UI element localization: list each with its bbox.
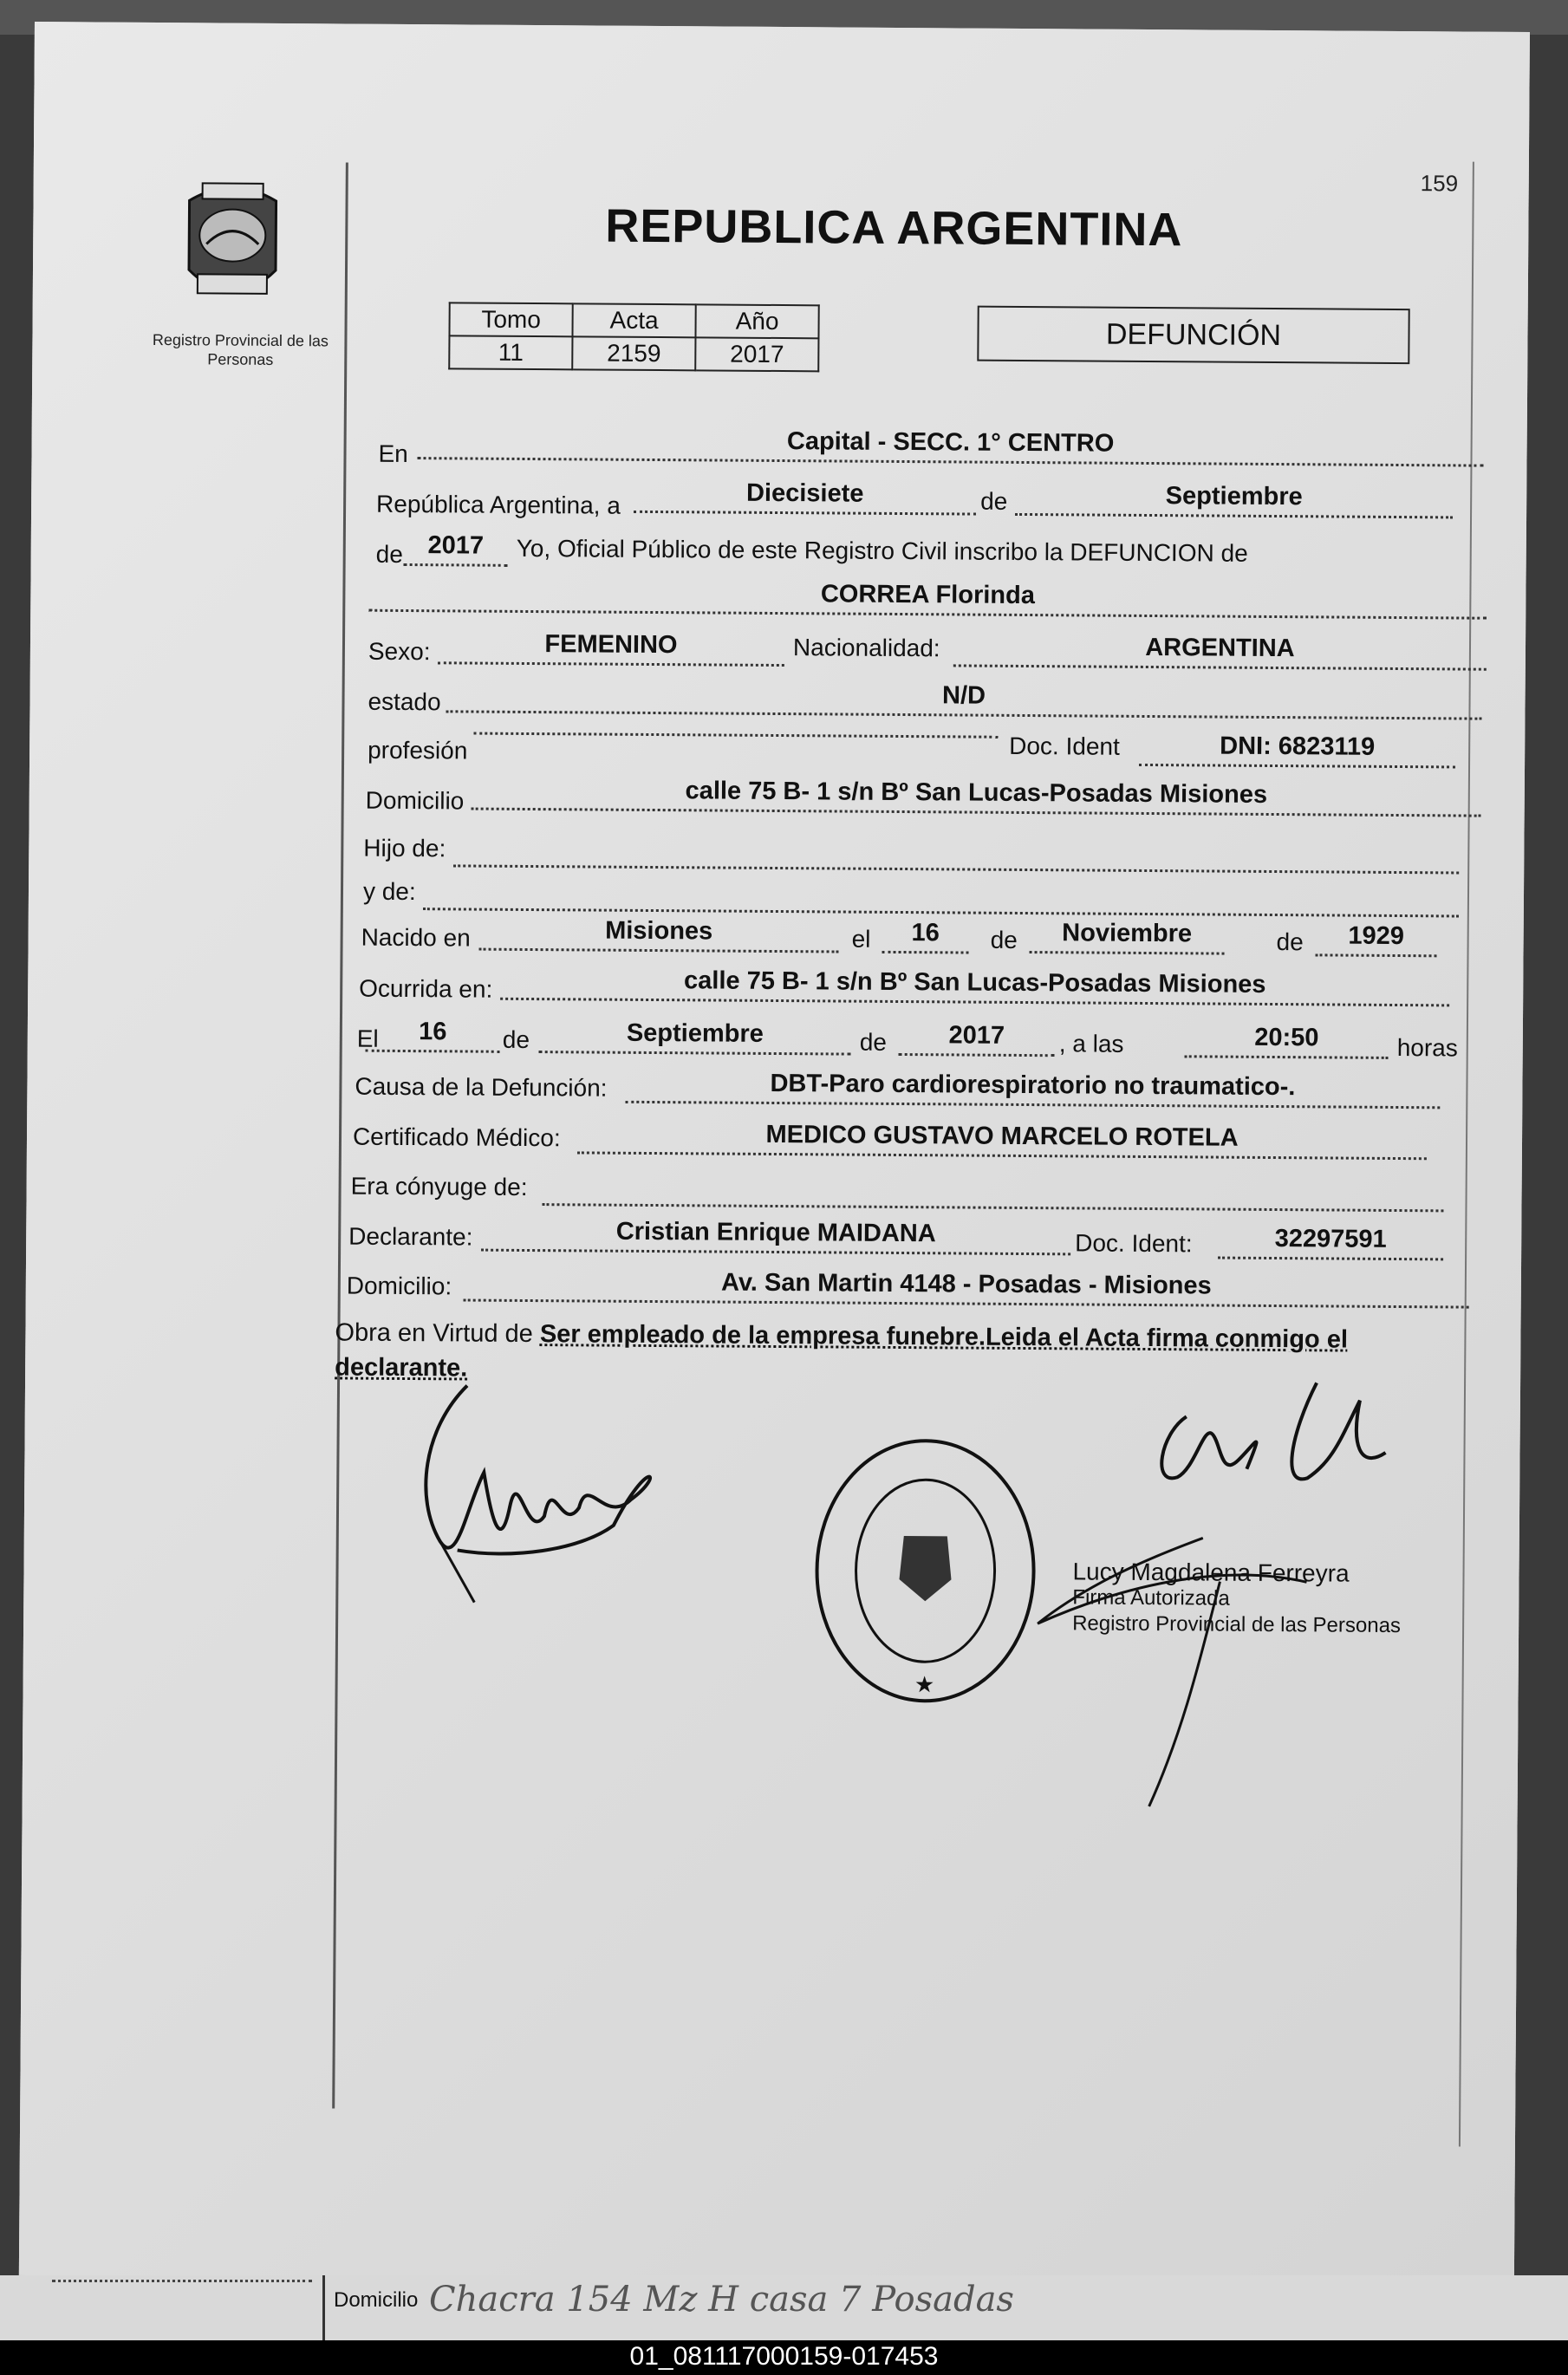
yde-value: [423, 878, 1459, 917]
de-label-1: de: [980, 487, 1008, 515]
day-value: Diecisiete: [634, 478, 976, 516]
certificado-value: MEDICO GUSTAVO MARCELO ROTELA: [577, 1119, 1427, 1160]
nacido-month: Noviembre: [1030, 919, 1225, 955]
official-stamp: [803, 1431, 1047, 1710]
footer-dotted-line: [52, 2280, 312, 2282]
declarant-signature: [405, 1376, 693, 1638]
year-value: 2017: [404, 531, 508, 567]
causa-label: Causa de la Defunción:: [355, 1072, 608, 1102]
svg-text:★: ★: [914, 1672, 935, 1699]
ref-value-ano: 2017: [695, 337, 818, 371]
image-caption: 01_081117000159-017453: [629, 2342, 939, 2371]
death-year: 2017: [899, 1021, 1055, 1057]
ref-value-acta: 2159: [572, 336, 695, 370]
ref-header-tomo: Tomo: [449, 303, 572, 336]
decl-doc-value: 32297591: [1218, 1225, 1443, 1261]
de-label-4: de: [1276, 928, 1304, 956]
El-label: El: [356, 1025, 379, 1052]
nacionalidad-value: ARGENTINA: [953, 632, 1487, 670]
estado-value: N/D: [446, 678, 1481, 719]
reference-header-row: [449, 303, 818, 338]
el-label: el: [851, 925, 871, 953]
ocurrida-value: calle 75 B- 1 s/n Bº San Lucas-Posadas Misiones: [500, 966, 1449, 1007]
reference-table: [448, 302, 820, 372]
death-day: 16: [366, 1018, 500, 1053]
alas-label: , a las: [1058, 1030, 1124, 1057]
hijo-value: [453, 835, 1459, 874]
nacido-place: Misiones: [479, 916, 839, 953]
inscribo-text: Yo, Oficial Público de este Registro Civil inscribo la DEFUNCION de: [516, 534, 1248, 567]
ref-header-ano: Año: [695, 304, 818, 338]
ref-header-acta: Acta: [572, 303, 695, 337]
de-label-6: de: [859, 1028, 888, 1056]
logo-caption: Registro Provincial de las Personas: [152, 330, 329, 368]
de-label-2: de: [375, 540, 403, 568]
en-label: En: [378, 439, 408, 468]
yde-label: y de:: [362, 877, 416, 906]
sexo-value: FEMENINO: [438, 629, 784, 667]
doc-ident-label: Doc. Ident: [1009, 732, 1120, 760]
domicilio-label: Domicilio: [365, 786, 465, 815]
sexo-label: Sexo:: [368, 637, 431, 666]
profesion-label: profesión: [368, 736, 468, 765]
horas-label: horas: [1396, 1034, 1458, 1062]
obra-value: Ser empleado de la empresa funebre.Leida el Acta firma conmigo el declarante.: [335, 1320, 1349, 1383]
doc-ident-value: DNI: 6823119: [1139, 732, 1455, 769]
ocurrida-label: Ocurrida en:: [359, 974, 493, 1003]
deceased-name: CORREA Florinda: [368, 577, 1487, 620]
province-seal-logo: [172, 174, 294, 314]
causa-value: DBT-Paro cardiorespiratorio no traumatico-.: [625, 1069, 1440, 1109]
en-value: Capital - SECC. 1° CENTRO: [417, 425, 1483, 467]
reference-value-row: [449, 335, 818, 371]
nacido-label: Nacido en: [361, 923, 471, 952]
document-title: REPUBLICA ARGENTINA: [605, 199, 1183, 257]
decl-domicilio-label: Domicilio:: [346, 1272, 452, 1300]
officer-block: [1072, 1558, 1401, 1639]
certificado-label: Certificado Médico:: [352, 1122, 561, 1152]
month-value: Septiembre: [1015, 481, 1453, 519]
footer-handwritten-address: Chacra 154 Mz H casa 7 Posadas: [429, 2280, 1014, 2320]
footer-domicilio-label: Domicilio: [334, 2288, 419, 2312]
officer-office: Registro Provincial de las Personas: [1072, 1611, 1402, 1638]
officer-name: Lucy Magdalena Ferreyra: [1072, 1558, 1350, 1587]
nacido-year: 1929: [1316, 921, 1437, 957]
nacionalidad-label: Nacionalidad:: [792, 634, 940, 662]
page-number: 159: [1420, 170, 1459, 197]
conyuge-value: [542, 1174, 1443, 1212]
de-label-3: de: [990, 926, 1018, 953]
domicilio-value: calle 75 B- 1 s/n Bº San Lucas-Posadas Misiones: [472, 776, 1481, 817]
left-margin-rule: [332, 163, 348, 2109]
ref-value-tomo: 11: [449, 335, 572, 369]
estado-label: estado: [368, 687, 441, 716]
republica-label: República Argentina, a: [376, 490, 621, 519]
obra-label: Obra en Virtud de: [335, 1318, 533, 1349]
decl-doc-label: Doc. Ident:: [1075, 1229, 1193, 1258]
officer-role: Firma Autorizada: [1072, 1585, 1230, 1610]
declarante-value: Cristian Enrique MAIDANA: [481, 1217, 1070, 1256]
declarante-label: Declarante:: [348, 1222, 473, 1251]
footer-rule: [322, 2275, 325, 2345]
decl-domicilio-value: Av. San Martin 4148 - Posadas - Misiones: [464, 1266, 1469, 1308]
death-month: Septiembre: [539, 1018, 851, 1056]
document-page: [19, 22, 1530, 2286]
hijo-label: Hijo de:: [363, 834, 446, 862]
profesion-value: [473, 729, 998, 739]
conyuge-label: Era cónyuge de:: [350, 1172, 528, 1201]
de-label-5: de: [502, 1025, 530, 1054]
record-type-box: DEFUNCIÓN: [977, 306, 1409, 364]
nacido-day: 16: [882, 919, 969, 954]
death-time: 20:50: [1185, 1023, 1389, 1059]
